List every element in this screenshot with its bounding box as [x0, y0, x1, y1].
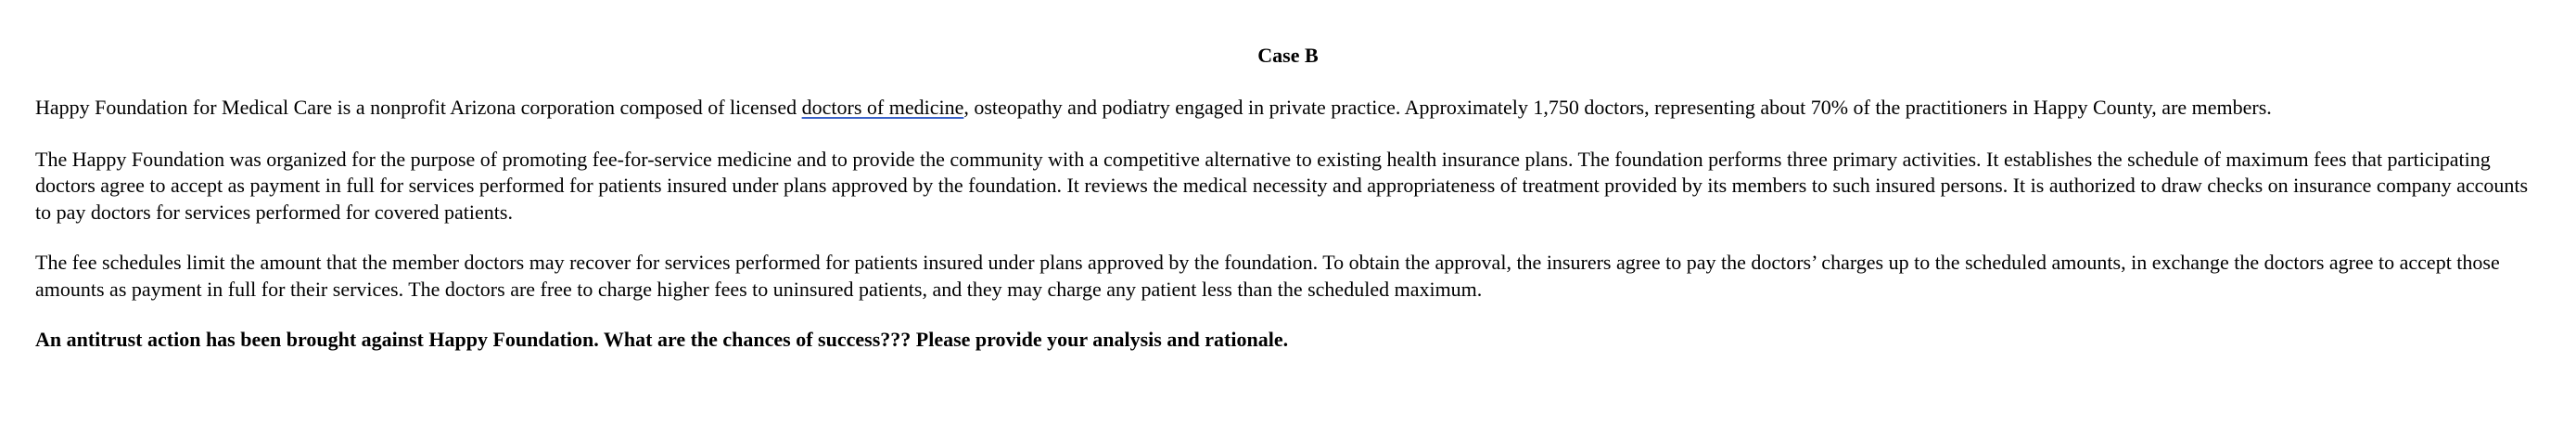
- document-title: Case B: [1257, 44, 1319, 67]
- doctors-of-medicine-link[interactable]: doctors of medicine: [801, 96, 964, 119]
- question-paragraph: An antitrust action has been brought against Happy Foundation. What are the chances of success??? Please provide your analysis and rationale.: [35, 328, 1289, 351]
- paragraph-1-text-start: Happy Foundation for Medical Care is a nonprofit Arizona corporation composed of licensed: [35, 96, 802, 119]
- paragraph-1: [35, 95, 2541, 122]
- paragraph-1-text-end: , osteopathy and podiatry engaged in private practice. Approximately 1,750 doctors, representing about 70% of the practitioners in Happy County, are members.: [963, 96, 2272, 119]
- paragraph-3: The fee schedules limit the amount that the member doctors may recover for services performed for patients insured under plans approved by the foundation. To obtain the approval, the insurers agree to pay the doctors’ charges up to the scheduled amounts, in exchange the doctors agree to accept those amounts as payment in full for their services. The doctors are free to charge higher fees to uninsured patients, and they may charge any patient less than the scheduled maximum.: [35, 251, 2500, 301]
- paragraph-2: The Happy Foundation was organized for the purpose of promoting fee-for-service medicine and to provide the community with a competitive alternative to existing health insurance plans. The foundation performs three primary activities. It establishes the schedule of maximum fees that participating doctors agree to accept as payment in full for services performed for patients insured under plans approved by the foundation. It reviews the medical necessity and appropriateness of treatment provided by its members to such insured persons. It is authorized to draw checks on insurance company accounts to pay doctors for services performed for covered patients.: [35, 147, 2529, 224]
